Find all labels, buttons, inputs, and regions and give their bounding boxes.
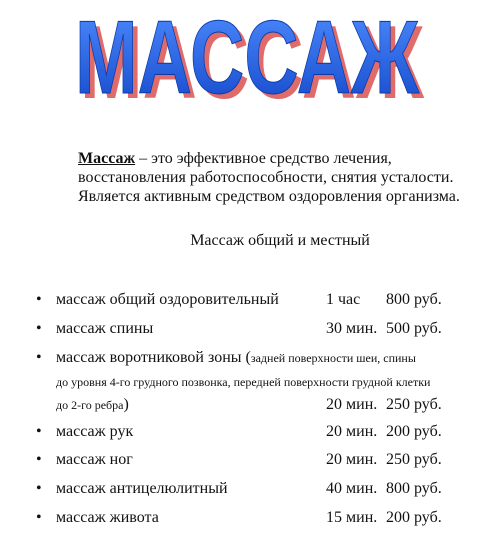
service-name: массаж живота (56, 509, 159, 526)
bullet: • (36, 480, 42, 497)
list-item-anticellulite (0, 478, 500, 500)
service-note-line-2: до уровня 4-го грудного позвонка, передней поверхности грудной клетки (56, 375, 431, 389)
intro-line-2: восстановления работоспособности, снятия усталости. (78, 169, 454, 186)
list-item-legs (0, 449, 500, 471)
list-item-abdomen (0, 507, 500, 529)
list-item-collar-zone (0, 347, 500, 369)
service-duration: 15 мин. (326, 509, 378, 526)
service-duration: 20 мин. (326, 451, 378, 468)
bullet: • (36, 291, 42, 308)
service-name: массаж воротниковой зоны (задней поверхности шеи, спины (56, 349, 416, 366)
service-price: 800 руб. (386, 291, 442, 308)
list-item-collar-zone-price (0, 394, 500, 416)
intro-term: Массаж (78, 150, 136, 167)
service-price: 250 руб. (386, 451, 442, 468)
list-item-back (0, 318, 500, 340)
service-duration: 20 мин. (326, 396, 378, 413)
service-duration: 20 мин. (326, 423, 378, 440)
service-name: массаж ног (56, 451, 133, 468)
service-name: массаж антицелюлитный (56, 480, 228, 497)
service-duration: 1 час (326, 291, 361, 308)
service-note-line-3: до 2-го ребра) (56, 396, 129, 413)
title-text: МАССАЖ (75, 0, 420, 112)
service-note-line-1: задней поверхности шеи, спины (250, 351, 416, 365)
list-item-general (0, 289, 500, 311)
intro-line-3: Является активным средством оздоровления организма. (78, 188, 460, 205)
service-name: массаж спины (56, 320, 154, 337)
title-shadow: МАССАЖ (80, 5, 425, 112)
service-name: массаж рук (56, 423, 134, 440)
bullet: • (36, 509, 42, 526)
service-price: 200 руб. (386, 509, 442, 526)
bullet: • (36, 423, 42, 440)
list-item-arms (0, 421, 500, 443)
service-duration: 40 мин. (326, 480, 378, 497)
service-price: 500 руб. (386, 320, 442, 337)
service-price: 200 руб. (386, 423, 442, 440)
service-price: 250 руб. (386, 396, 442, 413)
intro-line-1-rest: – это эффективное средство лечения, (135, 150, 392, 167)
bullet: • (36, 349, 42, 366)
bullet: • (36, 320, 42, 337)
bullet: • (36, 451, 42, 468)
price-list-subtitle: Массаж общий и местный (190, 232, 370, 249)
service-price: 800 руб. (386, 480, 442, 497)
service-name: массаж общий оздоровительный (56, 291, 279, 308)
service-duration: 30 мин. (326, 320, 378, 337)
